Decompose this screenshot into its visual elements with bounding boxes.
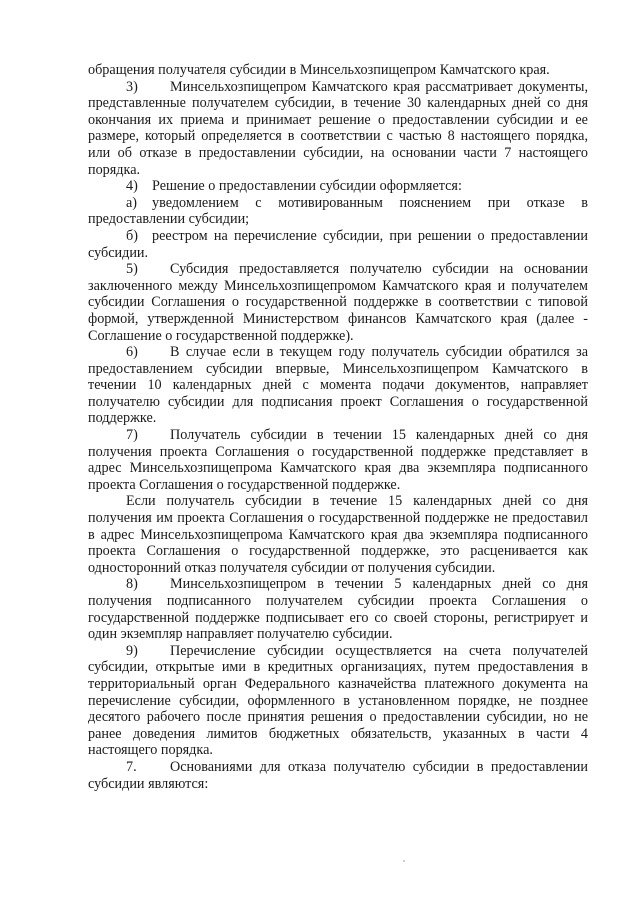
- section-7: [88, 759, 588, 792]
- paragraph-text: Если получатель субсидии в течение 15 календарных дней со дня получения им проекта Соглашения о государственной поддержке не предоставил в адрес Минсельхозпищепрома Камчатского края два экземпляра подписанного проекта Соглашения о государственной поддержке, это расценивается как односторонний отказ получателя субсидии от получения субсидии.: [88, 493, 588, 576]
- subparagraph-b: [88, 228, 588, 261]
- paragraph-text: Минсельхозпищепром в течении 5 календарных дней со дня получения подписанного получателем субсидии проекта Соглашения о государственной поддержке подписывает его со своей стороны, регистрирует и один экземпляр направляет получателю субсидии.: [88, 576, 588, 643]
- paragraph-6: [88, 344, 588, 427]
- paragraph-5: [88, 261, 588, 344]
- paragraph-text: Получатель субсидии в течении 15 календарных дней со дня получения проекта Соглашения о государственной поддержке представляет в адрес Минсельхозпищепрома Камчатского края два экземпляра подписанного проекта Соглашения о государственной поддержке.: [88, 427, 588, 493]
- paragraph-number: а): [126, 194, 138, 211]
- paragraph-7-continuation: [88, 493, 588, 576]
- paragraph-number: 8): [126, 576, 138, 593]
- paragraph-number: б): [126, 227, 138, 244]
- scan-speck: [403, 860, 405, 862]
- paragraph-continuation: [88, 62, 588, 79]
- paragraph-7: [88, 427, 588, 493]
- paragraph-number: 6): [126, 344, 138, 361]
- paragraph-text: уведомлением с мотивированным пояснением при отказе в предоставлении субсидии;: [88, 194, 588, 228]
- paragraph-text: Субсидия предоставляется получателю субсидии на основании заключенного между Минсельхозпищепромом Камчатского края и получателем субсидии Соглашения о государственной поддержке в соответствии с типовой формой, утвержденной Министерством финансов Камчатского края (далее - Соглашение о государственной поддержке).: [88, 261, 588, 344]
- paragraph-number: 7.: [126, 758, 137, 775]
- paragraph-text: Основаниями для отказа получателю субсидии в предоставлении субсидии являются:: [88, 758, 588, 792]
- paragraph-8: [88, 576, 588, 642]
- paragraph-4: [88, 178, 588, 195]
- paragraph-number: 9): [126, 642, 138, 659]
- paragraph-9: [88, 643, 588, 759]
- paragraph-text: обращения получателя субсидии в Минсельхозпищепром Камчатского края.: [88, 62, 550, 78]
- paragraph-text: Минсельхозпищепром Камчатского края рассматривает документы, представленные получателем субсидии, в течение 30 календарных дней со дня окончания их приема и принимает решение о предоставлении субсидии и ее размере, который определяется в соответствии с частью 8 настоящего порядка, или об отказе в предоставлении субсидии, на основании части 7 настоящего порядка.: [88, 78, 588, 178]
- paragraph-text: В случае если в текущем году получатель субсидии обратился за предоставлением субсидии впервые, Минсельхозпищепром Камчатского в течении 10 календарных дней с момента подачи документов, направляет получателю субсидии для подписания проект Соглашения о государственной поддержке.: [88, 344, 588, 427]
- paragraph-text: реестром на перечисление субсидии, при решении о предоставлении субсидии.: [88, 227, 588, 261]
- paragraph-number: 5): [126, 261, 138, 278]
- paragraph-text: Решение о предоставлении субсидии оформляется:: [152, 178, 462, 195]
- paragraph-number: 3): [126, 78, 138, 95]
- subparagraph-a: [88, 195, 588, 228]
- paragraph-text: Перечисление субсидии осуществляется на счета получателей субсидии, открытые ими в кредитных организациях, путем предоставления в территориальный орган Федерального казначейства платежного документа на перечисление субсидии, оформленного в установленном порядке, не позднее десятого рабочего после принятия решения о предоставлении субсидии, но не ранее доведения лимитов бюджетных обязательств, указанных в части 4 настоящего порядка.: [88, 642, 588, 759]
- document-page: [88, 62, 588, 792]
- paragraph-3: [88, 79, 588, 179]
- paragraph-number: 7): [126, 427, 138, 444]
- paragraph-number: 4): [126, 178, 138, 195]
